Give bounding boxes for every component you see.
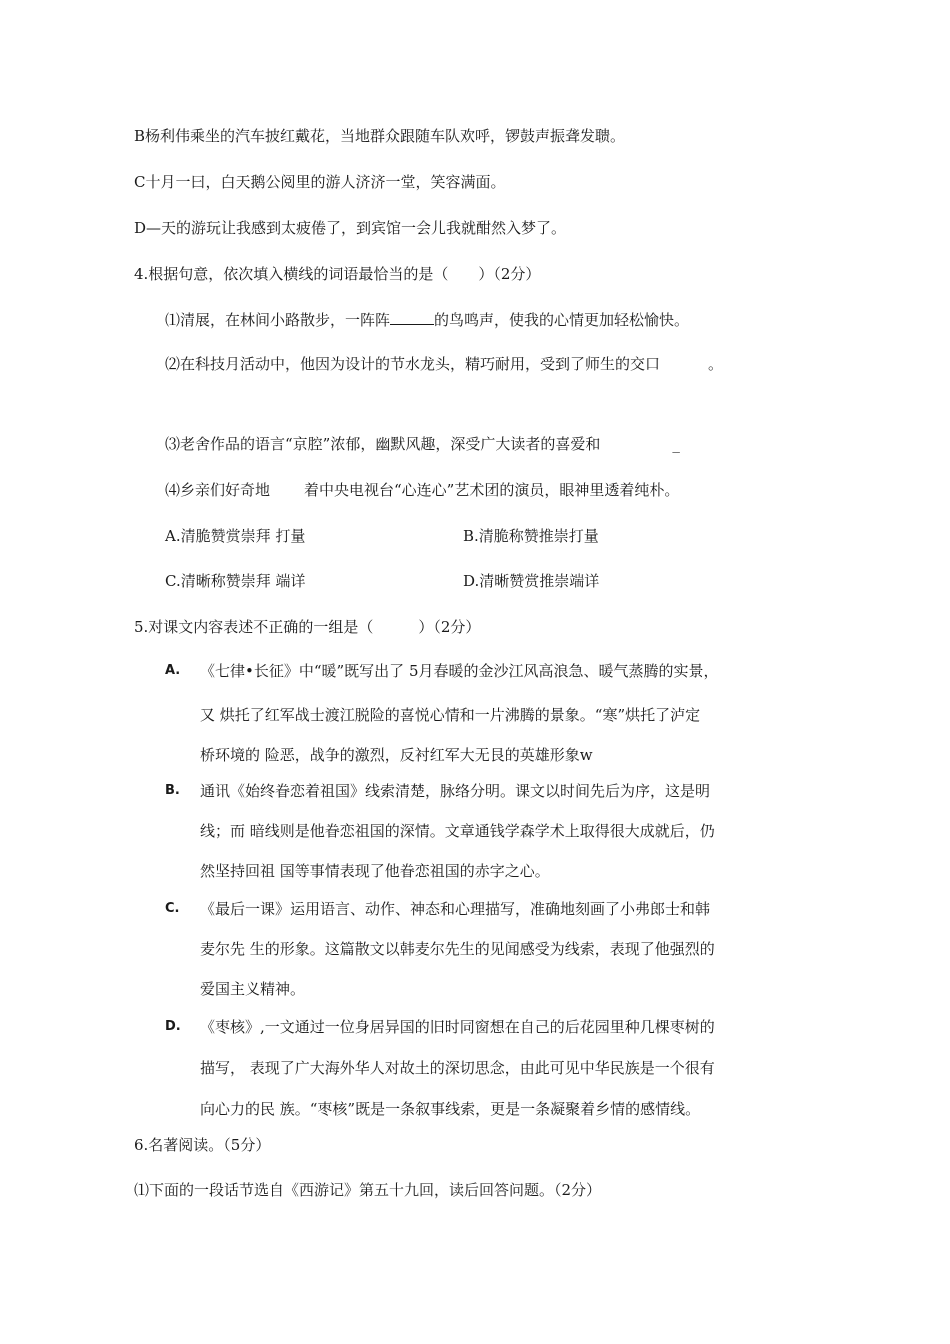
q5-option-a-line-3: 桥环境的 险恶，战争的激烈，反衬红军大无艮的英雄形象w — [200, 746, 593, 764]
q4-sentence-3 — [165, 434, 680, 454]
q4-s3-part-a: ⑶老舍作品的语言“京腔”浓郁，幽默风趣，深受广大读者的喜爱和 — [165, 435, 601, 453]
q4-s3-part-b: _ — [672, 435, 680, 453]
q6-sub-1: ⑴下面的一段话节选自《西游记》第五十九回，读后回答问题。（2分） — [134, 1181, 602, 1199]
q4-s4-part-b: 着中央电视台“心连心”艺术团的演员，眼神里透着纯朴。 — [304, 481, 680, 499]
q4-option-a: A.清脆赞赏崇拜 打量 — [165, 527, 306, 545]
q5-option-a-letter: A. — [165, 663, 181, 678]
q5-stem: 5.对课文内容表述不正确的一组是（ ）（2分） — [134, 618, 481, 636]
q5-option-c-letter: C. — [165, 901, 180, 916]
q4-option-b: B.清脆称赞推崇打量 — [463, 527, 599, 545]
q4-s1-part-b: 的鸟鸣声，使我的心情更加轻松愉快。 — [434, 311, 690, 329]
q4-stem: 4.根据句意，依次填入横线的词语最恰当的是（ ）（2分） — [134, 265, 541, 283]
q5-option-d-line-1: 《枣核》,一文通过一位身居异国的旧时同窗想在自己的后花园里种几棵枣树的 — [200, 1018, 715, 1036]
q4-sentence-2 — [165, 354, 723, 374]
q4-option-c: C.清晰称赞崇拜 端详 — [165, 572, 306, 590]
q5-option-b-line-2: 线；而 暗线则是他眷恋祖国的深情。文章通钱学森学术上取得很大成就后，仍 — [200, 822, 715, 840]
q4-s1-part-a: ⑴清展，在林间小路散步，一阵阵 — [165, 311, 391, 329]
fill-blank — [390, 310, 434, 325]
q5-option-c-line-1: 《最后一课》运用语言、动作、神态和心理描写，准确地刻画了小弗郎士和韩 — [200, 900, 711, 918]
q5-option-d-line-3: 向心力的民 族。“枣核”既是一条叙事线索，更是一条凝聚着乡情的感情线。 — [200, 1100, 701, 1118]
q5-option-c-line-3: 爱国主义精神。 — [200, 980, 306, 998]
q6-stem: 6.名著阅读。（5分） — [134, 1136, 271, 1154]
q3-option-d: D—天的游玩让我感到太疲倦了，到宾馆一会儿我就酣然入梦了。 — [134, 219, 567, 237]
q5-option-b-letter: B. — [165, 783, 180, 798]
q5-option-c-line-2: 麦尔先 生的形象。这篇散文以韩麦尔先生的见闻感受为线索，表现了他强烈的 — [200, 940, 715, 958]
q5-option-d-letter: D. — [165, 1019, 181, 1034]
q5-option-b-line-3: 然坚持回祖 国等事情表现了他眷恋祖国的赤字之心。 — [200, 862, 550, 880]
q3-option-c: C十月一曰，白天鹅公阅里的游人济济一堂，笑容满面。 — [134, 173, 506, 191]
q5-option-a-line-1: 《七律•长征》中“暖”既写出了 5月春暖的金沙江风高浪急、暖气蒸腾的实景， — [200, 662, 719, 680]
q5-option-b-line-1: 通讯《始终眷恋着祖国》线索清楚，脉络分明。课文以时间先后为序，这是明 — [200, 782, 711, 800]
q4-s4-part-a: ⑷乡亲们好奇地 — [165, 481, 271, 499]
q4-s2-part-b: 。 — [708, 355, 724, 373]
q3-option-b: B杨利伟乘坐的汽车披红戴花，当地群众跟随车队欢呼，锣鼓声振聋发聩。 — [134, 127, 626, 145]
q4-s2-part-a: ⑵在科技月活动中，他因为设计的节水龙头，精巧耐用，受到了师生的交口 — [165, 355, 661, 373]
q4-option-d: D.清晰赞赏推崇端详 — [463, 572, 600, 590]
q5-option-a-line-2: 又 烘托了红军战士渡江脱险的喜悦心情和一片沸腾的景象。“寒”烘托了泸定 — [200, 706, 701, 724]
q4-sentence-4 — [165, 480, 679, 500]
q4-sentence-1 — [165, 310, 689, 330]
q5-option-d-line-2: 描写， 表现了广大海外华人对故土的深切思念，由此可见中华民族是一个很有 — [200, 1059, 715, 1077]
